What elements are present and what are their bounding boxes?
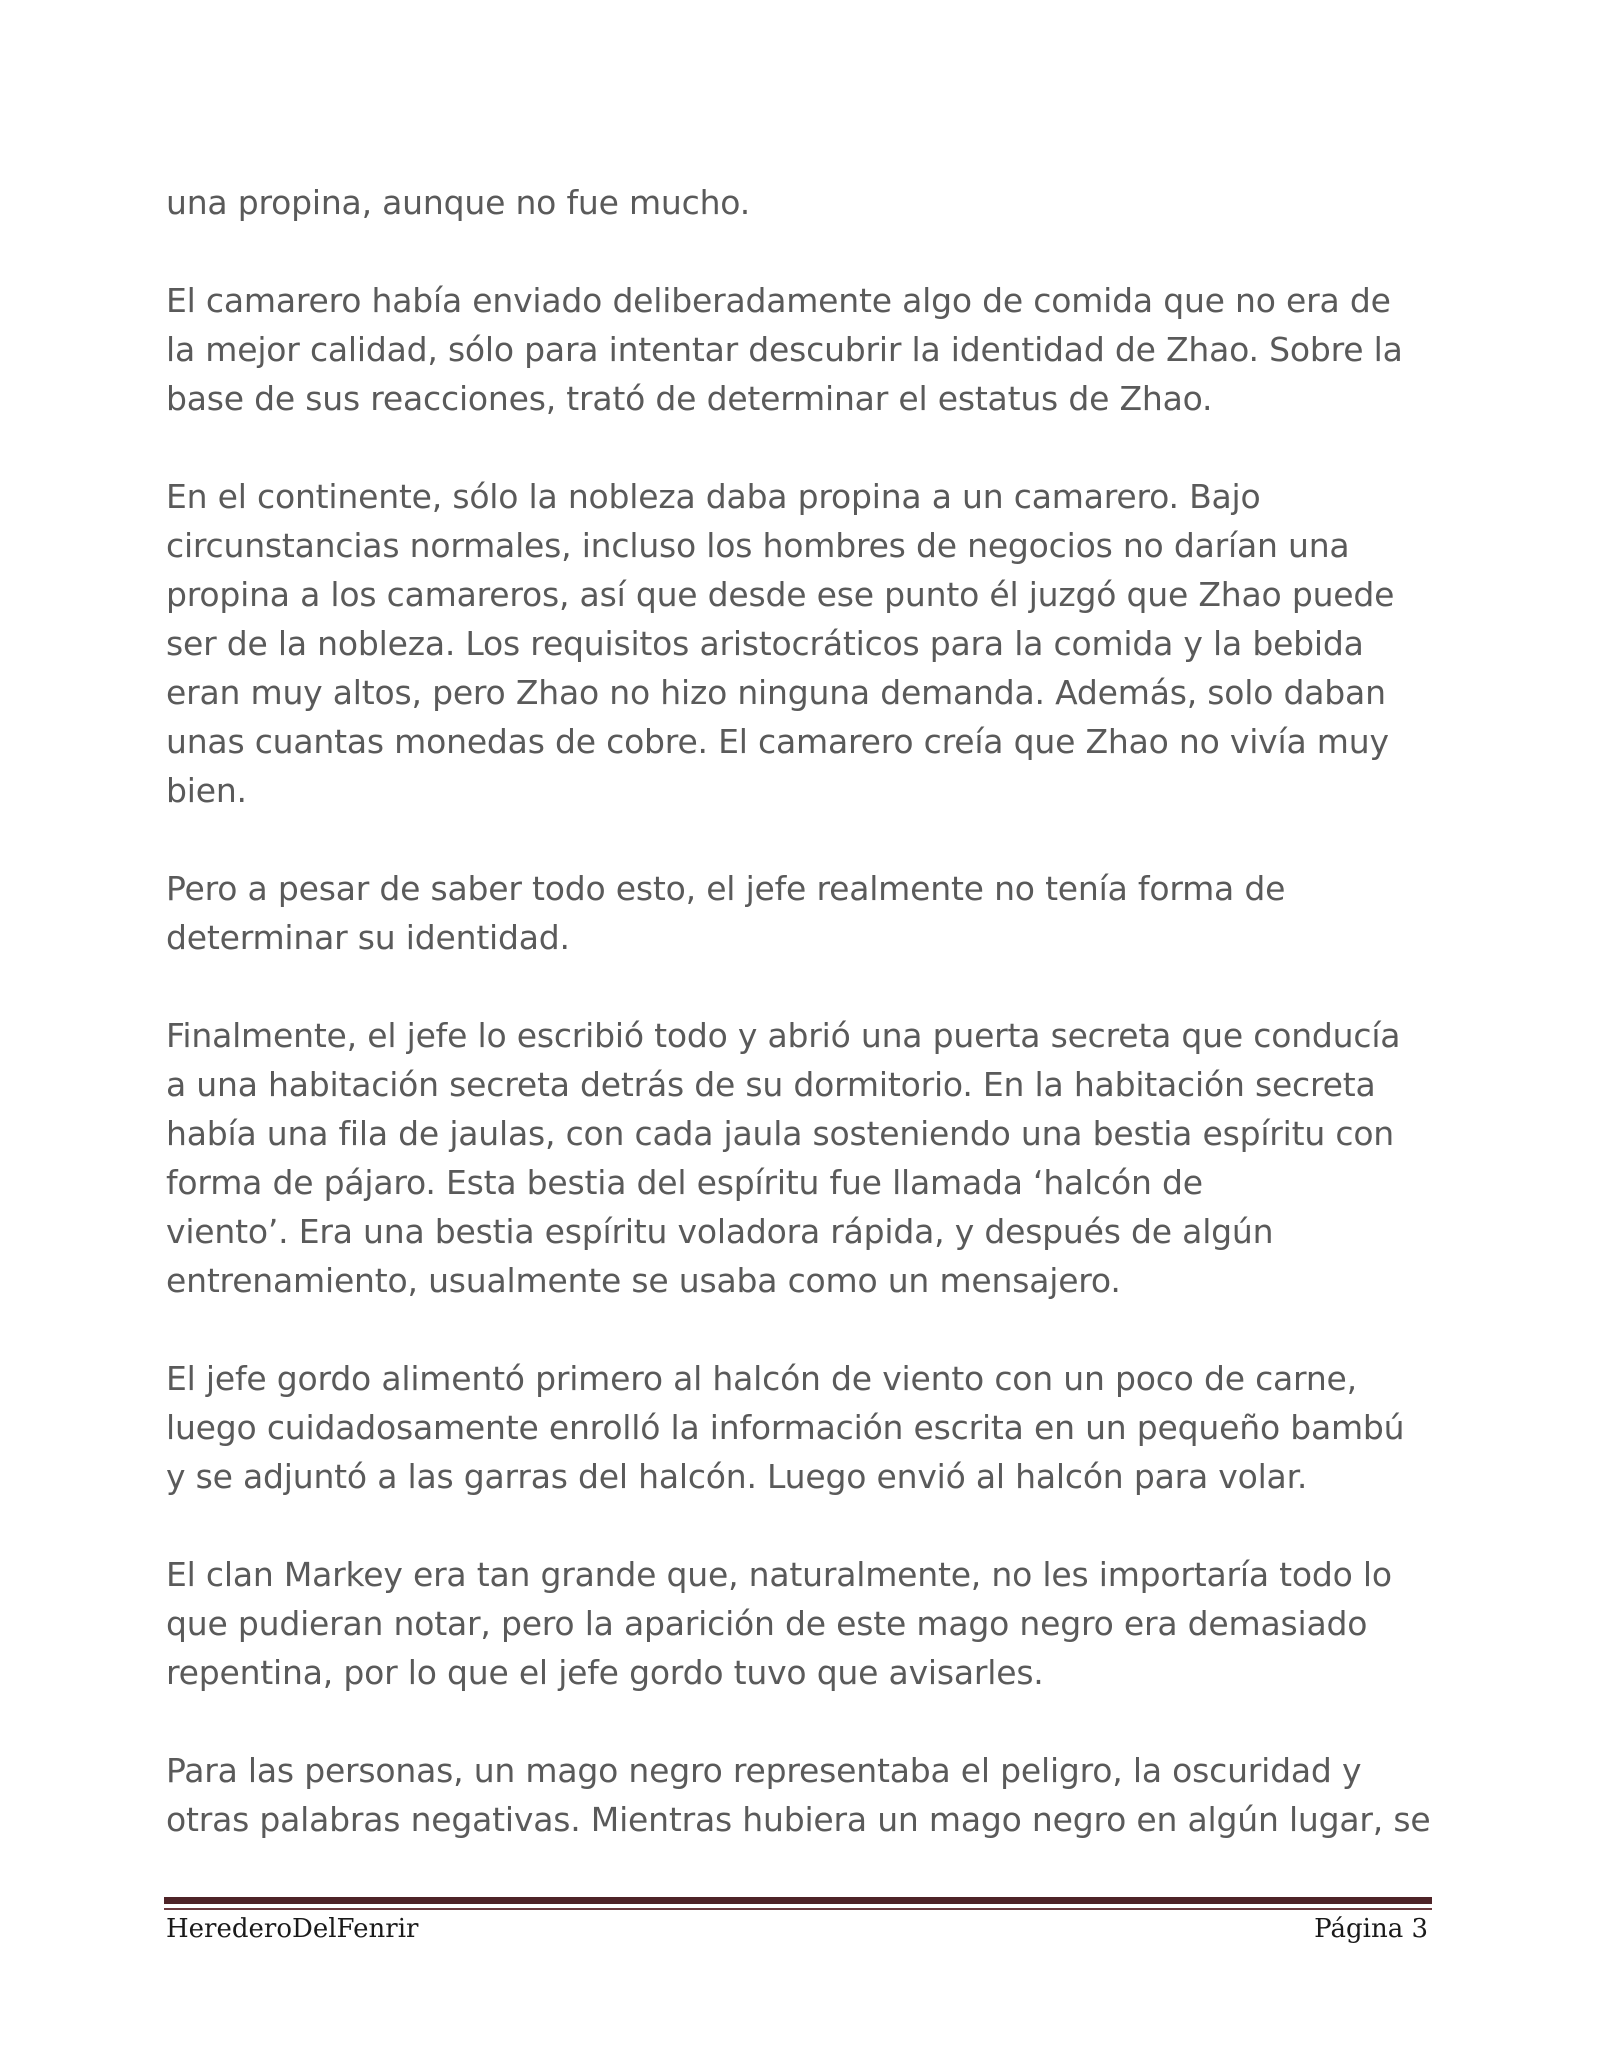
text-line: Finalmente, el jefe lo escribió todo y abrió una puerta secreta que conducía: [166, 1016, 1401, 1055]
text-line: En el continente, sólo la nobleza daba propina a un camarero. Bajo: [166, 477, 1261, 516]
footer-page-number: Página 3: [1314, 1914, 1428, 1944]
text-line: unas cuantas monedas de cobre. El camarero creía que Zhao no vivía muy: [166, 722, 1389, 761]
text-line: la mejor calidad, sólo para intentar descubrir la identidad de Zhao. Sobre la: [166, 330, 1403, 369]
text-line: repentina, por lo que el jefe gordo tuvo que avisarles.: [166, 1653, 1044, 1692]
text-line: una propina, aunque no fue mucho.: [166, 183, 751, 222]
text-line: que pudieran notar, pero la aparición de este mago negro era demasiado: [166, 1604, 1368, 1643]
footer-divider: [164, 1897, 1432, 1904]
page-body: [166, 178, 1436, 1893]
text-line: El jefe gordo alimentó primero al halcón de viento con un poco de carne,: [166, 1359, 1357, 1398]
text-line: forma de pájaro. Esta bestia del espíritu fue llamada ‘halcón de: [166, 1163, 1203, 1202]
text-line: entrenamiento, usualmente se usaba como un mensajero.: [166, 1261, 1121, 1300]
text-line: a una habitación secreta detrás de su dormitorio. En la habitación secreta: [166, 1065, 1376, 1104]
text-line: Pero a pesar de saber todo esto, el jefe realmente no tenía forma de: [166, 869, 1286, 908]
text-line: había una fila de jaulas, con cada jaula sosteniendo una bestia espíritu con: [166, 1114, 1395, 1153]
paragraph-5: [166, 1011, 1436, 1305]
text-line: viento’. Era una bestia espíritu voladora rápida, y después de algún: [166, 1212, 1274, 1251]
text-line: propina a los camareros, así que desde ese punto él juzgó que Zhao puede: [166, 575, 1395, 614]
paragraph-6: [166, 1354, 1436, 1501]
paragraph-2: [166, 276, 1436, 423]
text-line: otras palabras negativas. Mientras hubiera un mago negro en algún lugar, se: [166, 1800, 1431, 1839]
footer-author: HerederoDelFenrir: [166, 1914, 419, 1944]
text-line: circunstancias normales, incluso los hombres de negocios no darían una: [166, 526, 1350, 565]
text-line: determinar su identidad.: [166, 918, 570, 957]
text-line: El camarero había enviado deliberadamente algo de comida que no era de: [166, 281, 1391, 320]
text-line: eran muy altos, pero Zhao no hizo ninguna demanda. Además, solo daban: [166, 673, 1386, 712]
text-line: y se adjuntó a las garras del halcón. Luego envió al halcón para volar.: [166, 1457, 1308, 1496]
text-line: luego cuidadosamente enrolló la información escrita en un pequeño bambú: [166, 1408, 1405, 1447]
paragraph-3: [166, 472, 1436, 815]
text-line: El clan Markey era tan grande que, naturalmente, no les importaría todo lo: [166, 1555, 1392, 1594]
paragraph-8: [166, 1746, 1436, 1844]
text-line: base de sus reacciones, trató de determinar el estatus de Zhao.: [166, 379, 1213, 418]
paragraph-7: [166, 1550, 1436, 1697]
page-footer: [166, 1908, 1428, 1948]
text-line: ser de la nobleza. Los requisitos aristocráticos para la comida y la bebida: [166, 624, 1364, 663]
paragraph-4: [166, 864, 1436, 962]
text-line: bien.: [166, 771, 247, 810]
text-line: Para las personas, un mago negro representaba el peligro, la oscuridad y: [166, 1751, 1362, 1790]
paragraph-1: [166, 178, 1436, 227]
